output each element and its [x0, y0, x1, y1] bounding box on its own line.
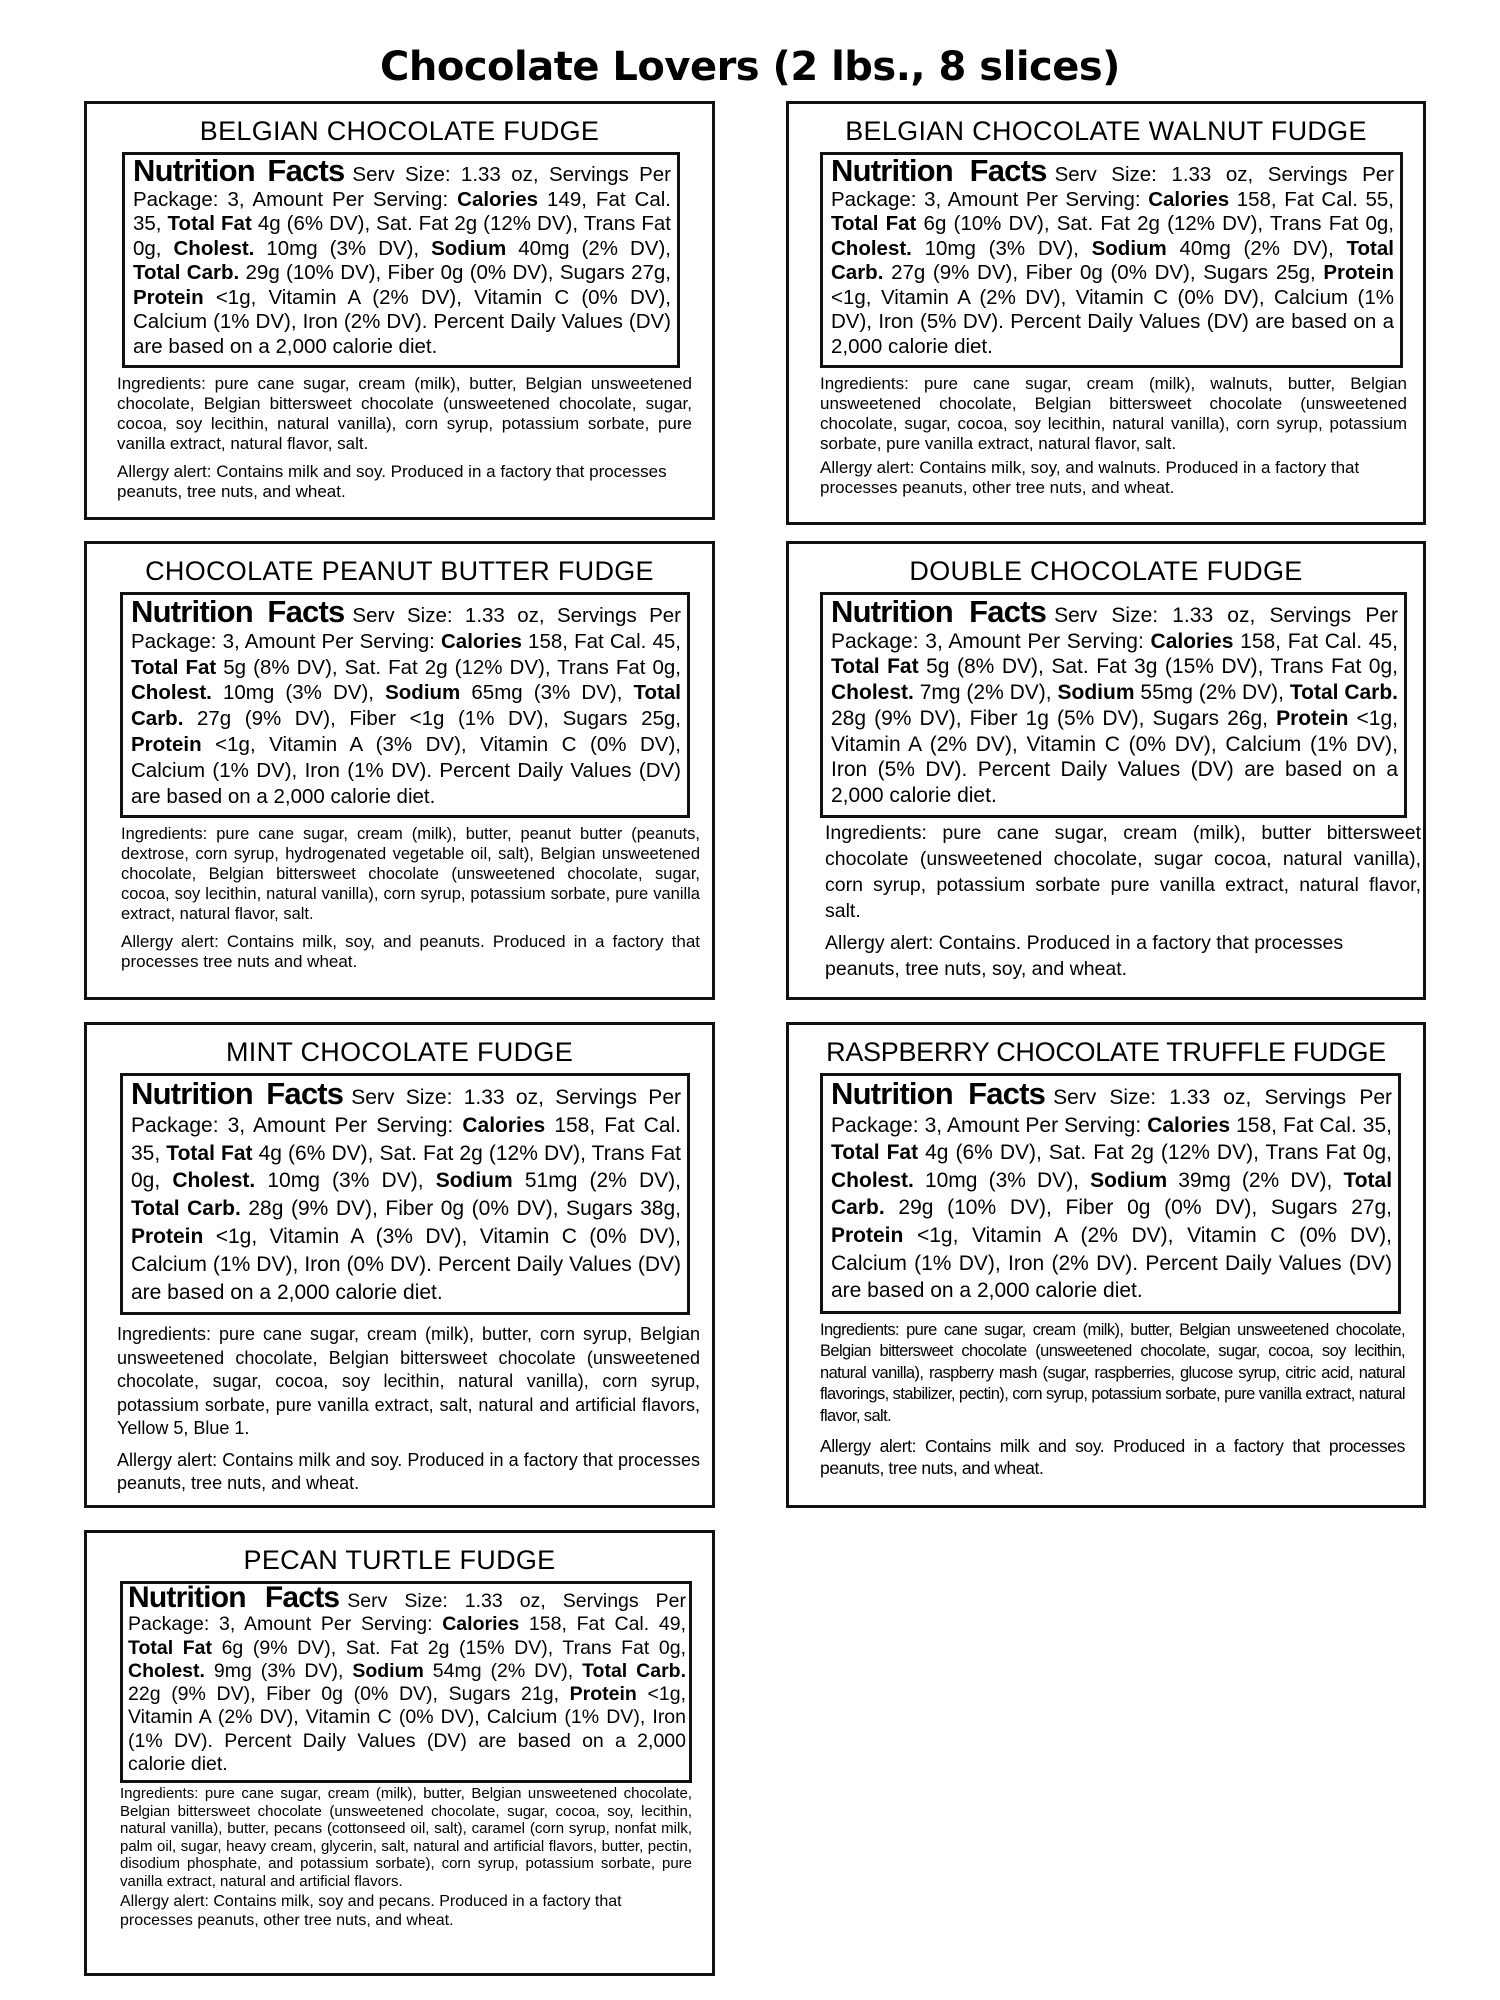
nutrition-facts-box	[820, 1073, 1401, 1314]
label-double-chocolate-fudge	[786, 541, 1426, 1000]
nutrition-facts-text: Nutrition Facts Serv Size: 1.33 oz, Servings Per Package: 3, Amount Per Serving: Calories 158, Fat Cal. 35, Total Fat 4g (6% DV), Sat. Fat 2g (12% DV), Trans Fat 0g, Cholest. 10mg (3% DV), Sodium 51mg (2% DV), Total Carb. 28g (9% DV), Fiber 0g (0% DV), Sugars 38g, Protein <1g, Vitamin A (3% DV), Vitamin C (0% DV), Calcium (1% DV), Iron (0% DV). Percent Daily Values (DV) are based on a 2,000 calorie diet.	[131, 1076, 682, 1304]
allergy-alert-text: Allergy alert: Contains milk, soy, and peanuts. Produced in a factory that processes tree nuts and wheat.	[121, 932, 700, 972]
label-belgian-chocolate-walnut-fudge	[786, 101, 1426, 525]
nutrition-facts-text: Nutrition Facts Serv Size: 1.33 oz, Servings Per Package: 3, Amount Per Serving: Calories 158, Fat Cal. 45, Total Fat 5g (8% DV), Sat. Fat 3g (15% DV), Trans Fat 0g, Cholest. 7mg (2% DV), Sodium 55mg (2% DV), Total Carb. 28g (9% DV), Fiber 1g (5% DV), Sugars 26g, Protein <1g, Vitamin A (2% DV), Vitamin C (0% DV), Calcium (1% DV), Iron (5% DV). Percent Daily Values (DV) are based on a 2,000 calorie diet.	[831, 594, 1399, 807]
nutrition-facts-box	[120, 592, 690, 818]
label-title: PECAN TURTLE FUDGE	[243, 1545, 556, 1575]
label-chocolate-peanut-butter-fudge	[84, 541, 715, 1000]
nutrition-facts-box	[122, 152, 680, 368]
ingredients-text: Ingredients: pure cane sugar, cream (milk), butter, Belgian unsweetened chocolate, Belgian bittersweet chocolate (unsweetened chocolate, sugar, cocoa, soy lecithin, natural vanilla), corn syrup, potassium sorbate, pure vanilla extract, natural flavor, salt.	[117, 374, 692, 453]
label-title: BELGIAN CHOCOLATE WALNUT FUDGE	[845, 116, 1367, 146]
ingredients-text: Ingredients: pure cane sugar, cream (milk), butter, Belgian unsweetened chocolate, Belgian bittersweet chocolate (unsweetened chocolate, sugar, cocoa, soy, lecithin, natural vanilla), butter, pecans (cottonseed oil, salt), caramel (corn syrup, nonfat milk, palm oil, sugar, heavy cream, glycerin, salt, natural and artificial flavors, butter, pectin, disodium phosphate, and potassium sorbate), corn syrup, potassium sorbate, pure vanilla extract, natural and artificial flavors.	[120, 1785, 692, 1890]
allergy-alert-text: Allergy alert: Contains milk and soy. Produced in a factory that processes peanuts, tree nuts, and wheat.	[117, 1449, 700, 1494]
ingredients-text: Ingredients: pure cane sugar, cream (milk), butter, Belgian unsweetened chocolate, Belgian bittersweet chocolate (unsweetened chocolate, sugar, cocoa, soy lecithin, natural vanilla), raspberry mash (sugar, raspberries, glucose syrup, citric acid, natural flavorings, stabilizer, pectin), corn syrup, potassium sorbate, pure vanilla extract, natural flavor, salt.	[820, 1320, 1405, 1425]
nutrition-facts-box	[820, 592, 1407, 818]
ingredients-text: Ingredients: pure cane sugar, cream (milk), butter, peanut butter (peanuts, dextrose, corn syrup, hydrogenated vegetable oil, salt), Belgian unsweetened chocolate, Belgian bittersweet chocolate (unsweetened chocolate, sugar, cocoa, soy lecithin, natural vanilla), corn syrup, potassium sorbate, pure vanilla extract, natural flavor, salt.	[121, 825, 700, 924]
allergy-alert-text: Allergy alert: Contains milk, soy, and walnuts. Produced in a factory that processes peanuts, other tree nuts, and wheat.	[820, 458, 1360, 497]
page-title: Chocolate Lovers (2 lbs., 8 slices)	[380, 44, 1120, 90]
nutrition-facts-text: Nutrition Facts Serv Size: 1.33 oz, Servings Per Package: 3, Amount Per Serving: Calories 158, Fat Cal. 45, Total Fat 5g (8% DV), Sat. Fat 2g (12% DV), Trans Fat 0g, Cholest. 10mg (3% DV), Sodium 65mg (3% DV), Total Carb. 27g (9% DV), Fiber <1g (1% DV), Sugars 25g, Protein <1g, Vitamin A (3% DV), Vitamin C (0% DV), Calcium (1% DV), Iron (1% DV). Percent Daily Values (DV) are based on a 2,000 calorie diet.	[131, 594, 681, 808]
allergy-alert-text: Allergy alert: Contains milk and soy. Produced in a factory that processes peanuts, tree nuts, and wheat.	[117, 462, 667, 501]
nutrition-facts-text: Nutrition Facts Serv Size: 1.33 oz, Servings Per Package: 3, Amount Per Serving: Calories 149, Fat Cal. 35, Total Fat 4g (6% DV), Sat. Fat 2g (12% DV), Trans Fat 0g, Cholest. 10mg (3% DV), Sodium 40mg (2% DV), Total Carb. 29g (10% DV), Fiber 0g (0% DV), Sugars 27g, Protein <1g, Vitamin A (2% DV), Vitamin C (0% DV), Calcium (1% DV), Iron (2% DV). Percent Daily Values (DV) are based on a 2,000 calorie diet.	[133, 153, 672, 358]
label-title: DOUBLE CHOCOLATE FUDGE	[909, 556, 1303, 586]
nutrition-facts-text: Nutrition Facts Serv Size: 1.33 oz, Servings Per Package: 3, Amount Per Serving: Calories 158, Fat Cal. 35, Total Fat 4g (6% DV), Sat. Fat 2g (12% DV), Trans Fat 0g, Cholest. 10mg (3% DV), Sodium 39mg (2% DV), Total Carb. 29g (10% DV), Fiber 0g (0% DV), Sugars 27g, Protein <1g, Vitamin A (2% DV), Vitamin C (0% DV), Calcium (1% DV), Iron (2% DV). Percent Daily Values (DV) are based on a 2,000 calorie diet.	[831, 1076, 1393, 1303]
label-raspberry-chocolate-truffle-fudge	[786, 1022, 1426, 1508]
nutrition-facts-box	[120, 1073, 690, 1315]
label-pecan-turtle-fudge	[84, 1530, 715, 1976]
label-belgian-chocolate-fudge	[84, 101, 715, 520]
allergy-alert-text: Allergy alert: Contains milk, soy and pecans. Produced in a factory that processes peanuts, other tree nuts, and wheat.	[120, 1893, 622, 1930]
allergy-alert-text: Allergy alert: Contains milk and soy. Produced in a factory that processes peanuts, tree nuts, and wheat.	[820, 1436, 1405, 1479]
nutrition-facts-box	[820, 152, 1403, 368]
ingredients-text: Ingredients: pure cane sugar, cream (milk), butter, corn syrup, Belgian unsweetened chocolate, Belgian bittersweet chocolate (unsweetened chocolate, sugar, cocoa, soy lecithin, natural vanilla), corn syrup, potassium sorbate, pure vanilla extract, salt, natural and artificial flavors, Yellow 5, Blue 1.	[117, 1324, 700, 1439]
allergy-alert-text: Allergy alert: Contains. Produced in a factory that processes peanuts, tree nuts, soy, and wheat.	[825, 931, 1344, 980]
label-title: MINT CHOCOLATE FUDGE	[225, 1037, 574, 1067]
nutrition-facts-text: Nutrition Facts Serv Size: 1.33 oz, Servings Per Package: 3, Amount Per Serving: Calories 158, Fat Cal. 55, Total Fat 6g (10% DV), Sat. Fat 2g (12% DV), Trans Fat 0g, Cholest. 10mg (3% DV), Sodium 40mg (2% DV), Total Carb. 27g (9% DV), Fiber 0g (0% DV), Sugars 25g, Protein <1g, Vitamin A (2% DV), Vitamin C (0% DV), Calcium (1% DV), Iron (5% DV). Percent Daily Values (DV) are based on a 2,000 calorie diet.	[831, 153, 1394, 358]
label-title: BELGIAN CHOCOLATE FUDGE	[199, 116, 600, 146]
nutrition-facts-box	[120, 1581, 692, 1783]
nutrition-facts-text: Nutrition Facts Serv Size: 1.33 oz, Servings Per Package: 3, Amount Per Serving: Calories 158, Fat Cal. 49, Total Fat 6g (9% DV), Sat. Fat 2g (15% DV), Trans Fat 0g, Cholest. 9mg (3% DV), Sodium 54mg (2% DV), Total Carb. 22g (9% DV), Fiber 0g (0% DV), Sugars 21g, Protein <1g, Vitamin A (2% DV), Vitamin C (0% DV), Calcium (1% DV), Iron (1% DV). Percent Daily Values (DV) are based on a 2,000 calorie diet.	[128, 1581, 687, 1776]
ingredients-text: Ingredients: pure cane sugar, cream (milk), butter bittersweet chocolate (unsweetened chocolate, sugar cocoa, natural vanilla), corn syrup, potassium sorbate pure vanilla extract, natural flavor, salt.	[825, 821, 1421, 922]
label-title: RASPBERRY CHOCOLATE TRUFFLE FUDGE	[826, 1037, 1386, 1067]
label-title: CHOCOLATE PEANUT BUTTER FUDGE	[145, 556, 654, 586]
ingredients-text: Ingredients: pure cane sugar, cream (milk), walnuts, butter, Belgian unsweetened chocolate, Belgian bittersweet chocolate (unsweetened chocolate, sugar, cocoa, soy lecithin, natural vanilla), corn syrup, potassium sorbate, pure vanilla extract, natural flavor, salt.	[820, 374, 1407, 453]
label-mint-chocolate-fudge	[84, 1022, 715, 1508]
